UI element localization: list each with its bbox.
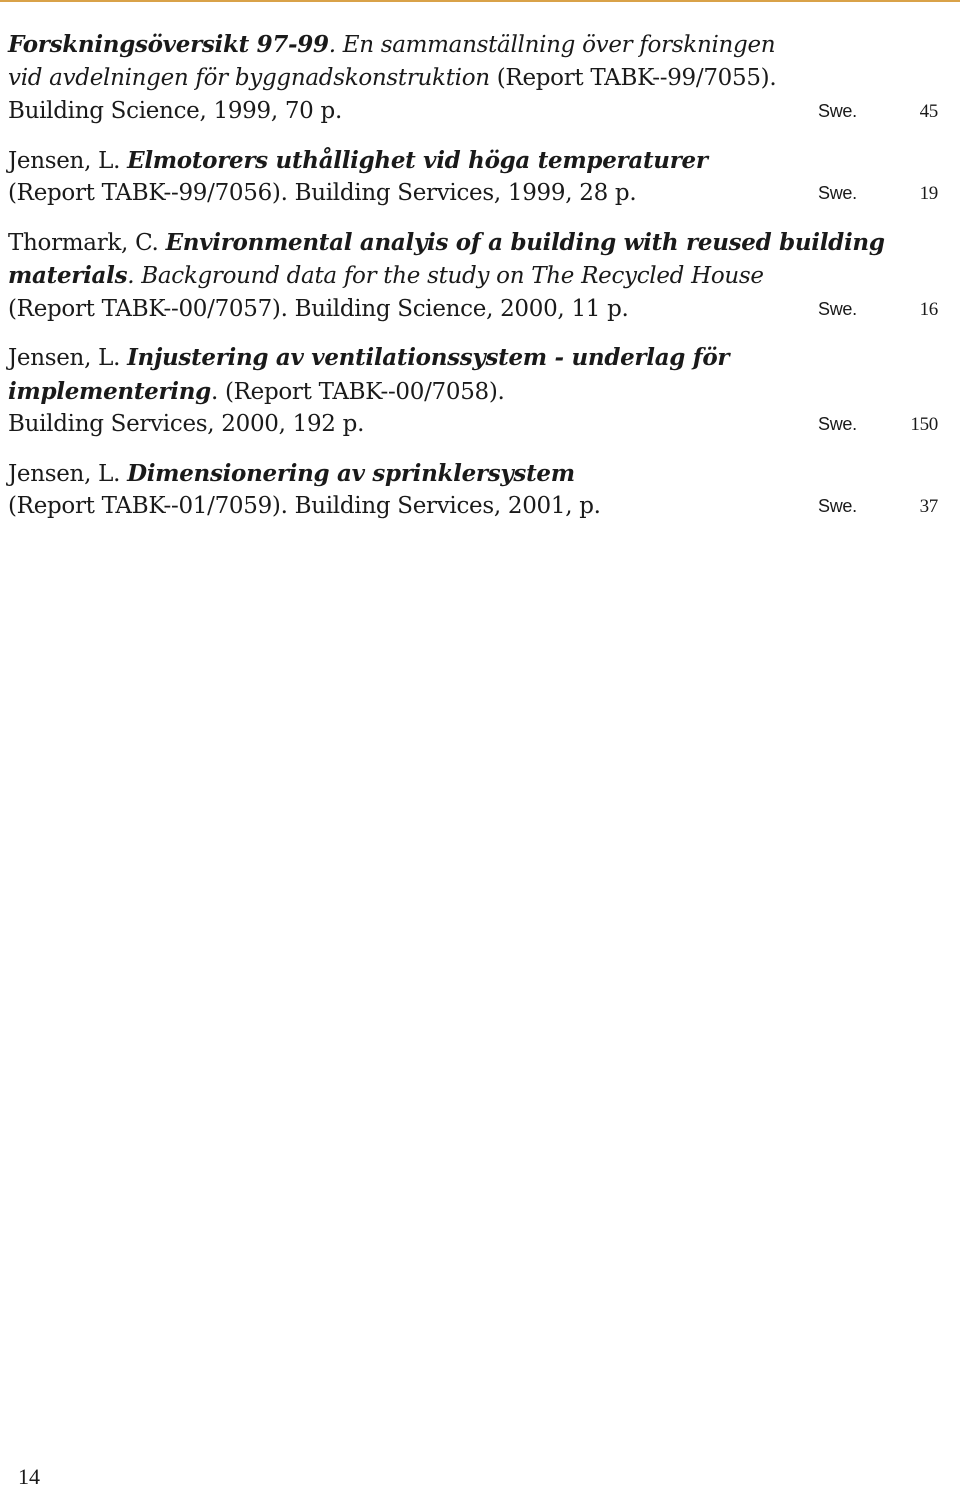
author-name: Jensen, L.: [8, 147, 128, 174]
entry-line: [8, 28, 938, 62]
publication-entry: [8, 341, 938, 442]
publication-details: Building Science, 1999, 70 p.: [8, 98, 342, 124]
entry-line: [8, 341, 938, 375]
publication-title: Forskningsöversikt 97-99: [8, 31, 329, 58]
publication-count: 16: [919, 298, 938, 320]
publication-title: Elmotorers uthållighet vid höga temperaturer: [127, 146, 708, 174]
top-accent-rule: [0, 0, 960, 2]
entry-line: [8, 177, 938, 211]
entry-line: [8, 226, 938, 260]
publication-list: [8, 28, 938, 539]
publication-details: Building Services, 2000, 192 p.: [8, 411, 365, 437]
publication-details: (Report TABK--00/7057). Building Science, 2000, 11 p.: [8, 295, 629, 322]
publication-title: materials: [8, 262, 128, 289]
language-label: Swe.: [818, 183, 857, 203]
entry-line: [8, 408, 938, 442]
publication-count: 37: [919, 496, 938, 517]
publication-entry: [8, 28, 938, 129]
publication-title: implementering: [8, 377, 211, 405]
report-number: (Report TABK--99/7055).: [489, 64, 777, 91]
entry-line: [8, 457, 938, 491]
publication-details: (Report TABK--01/7059). Building Services, 2001, p.: [8, 493, 601, 519]
publication-count: 45: [919, 101, 938, 122]
entry-line: [8, 95, 938, 129]
author-name: Jensen, L.: [8, 460, 128, 487]
entry-line: [8, 293, 938, 327]
author-name: Thormark, C.: [8, 229, 166, 256]
entry-line: [8, 144, 938, 178]
publication-title: Environmental analyis of a building with reused building: [165, 228, 885, 256]
publication-entry: [8, 144, 938, 211]
publication-subtitle: . Background data for the study on The Recycled House: [127, 263, 764, 289]
entry-line: [8, 490, 938, 524]
language-label: Swe.: [818, 101, 857, 121]
publication-count: 150: [910, 414, 938, 435]
publication-title: Injustering av ventilationssystem - underlag för: [127, 344, 730, 371]
language-label: Swe.: [818, 414, 857, 434]
entry-line: [8, 62, 938, 96]
author-name: Jensen, L.: [8, 345, 128, 371]
publication-subtitle: vid avdelningen för byggnadskonstruktion: [8, 64, 490, 91]
entry-line: [8, 375, 938, 409]
entry-line: [8, 259, 938, 293]
language-label: Swe.: [818, 298, 857, 319]
publication-title: Dimensionering av sprinklersystem: [127, 459, 575, 487]
publication-details: (Report TABK--99/7056). Building Services, 1999, 28 p.: [8, 180, 637, 206]
page-number: 14: [18, 1464, 40, 1489]
publication-count: 19: [919, 183, 938, 204]
publication-entry: [8, 226, 938, 327]
publication-subtitle: . En sammanställning över forskningen: [328, 32, 776, 58]
report-number: . (Report TABK--00/7058).: [210, 378, 505, 405]
publication-entry: [8, 457, 938, 524]
language-label: Swe.: [818, 496, 857, 516]
